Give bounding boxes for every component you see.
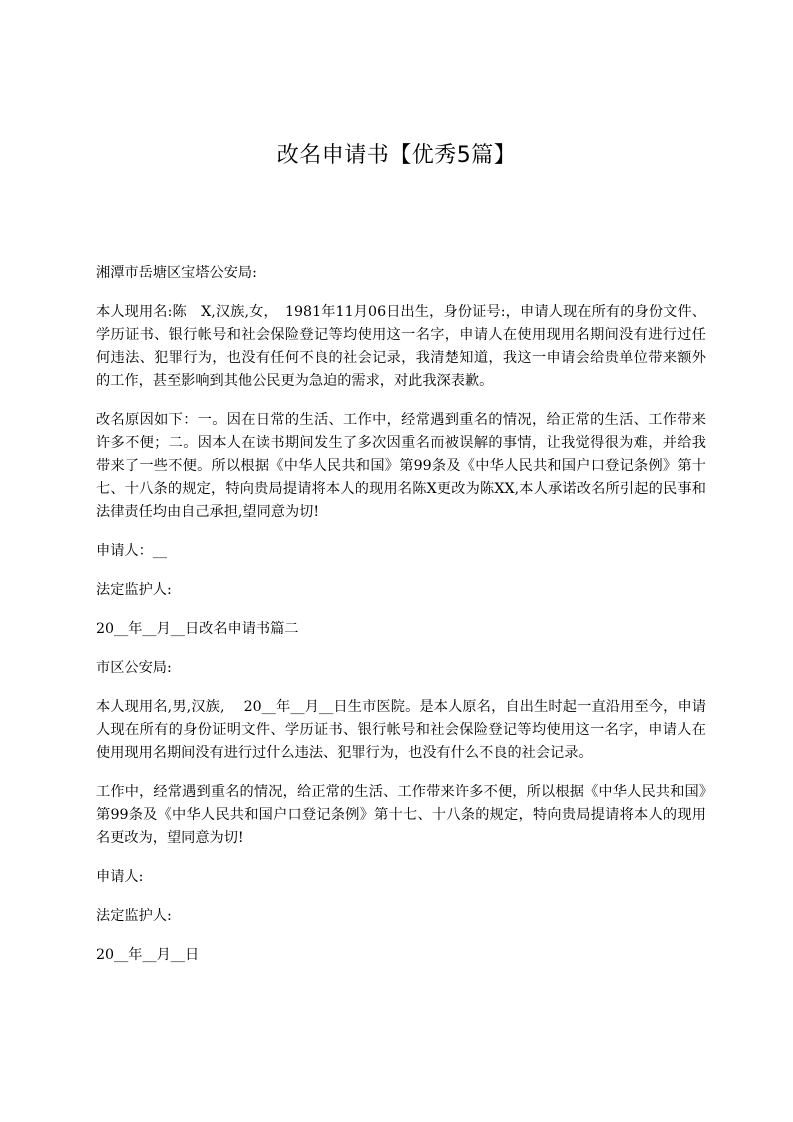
document-title: 改名申请书【优秀5篇】 [276,143,517,168]
second-guardian-signature-line: 法定监护人: [96,908,172,924]
document-body [96,262,706,983]
applicant-signature-line: 申请人：__ [96,543,167,559]
second-reason-paragraph: 工作中，经常遇到重名的情况，给正常的生活、工作带来许多不便，所以根据《中华人民共和国》第99条及《中华人民共和国户口登记条例》第十七、十八条的规定，特向贵局提请将本人的现用名更改为，望同意为切! [96,784,706,846]
reason-paragraph: 改名原因如下：一。因在日常的生活、工作中，经常遇到重名的情况，给正常的生活、工作带来许多不便；二。因本人在读书期间发生了多次因重名而被误解的事情，让我觉得很为难，并给我带来了一些不便。所以根据《中华人民共和国》第99条及《中华人民共和国户口登记条例》第十七、十八条的规定，特向贵局提请将本人的现用名陈X更改为陈XX,本人承诺改名所引起的民事和法律责任均由自己承担,望同意为切! [96,412,706,520]
second-applicant-signature-line: 申请人: [96,869,144,885]
date-and-second-title-line: 20__年__月__日改名申请书篇二 [96,621,299,637]
guardian-signature-line: 法定监护人: [96,582,172,598]
second-statement-paragraph: 本人现用名,男,汉族, 20__年__月__日生市医院。是本人原名，自出生时起一直沿用至今，申请人现在所有的身份证明文件、学历证书、银行帐号和社会保险登记等均使用这一名字，申请人在使用现用名期间没有进行过什么违法、犯罪行为，也没有什么不良的社会记录。 [96,699,706,761]
second-recipient-line: 市区公安局: [96,660,172,676]
recipient-line: 湘潭市岳塘区宝塔公安局: [96,265,257,281]
second-date-line: 20__年__月__日 [96,947,200,963]
applicant-statement-paragraph: 本人现用名:陈 X,汉族,女， 1981年11月06日出生，身份证号:，申请人现在所有的身份文件、学历证书、银行帐号和社会保险登记等均使用这一名字，申请人在使用现用名期间没有进行过任何违法、犯罪行为，也没有任何不良的社会记录，我清楚知道，我这一申请会给贵单位带来额外的工作，甚至影响到其他公民更为急迫的需求，对此我深表歉。 [96,304,706,389]
